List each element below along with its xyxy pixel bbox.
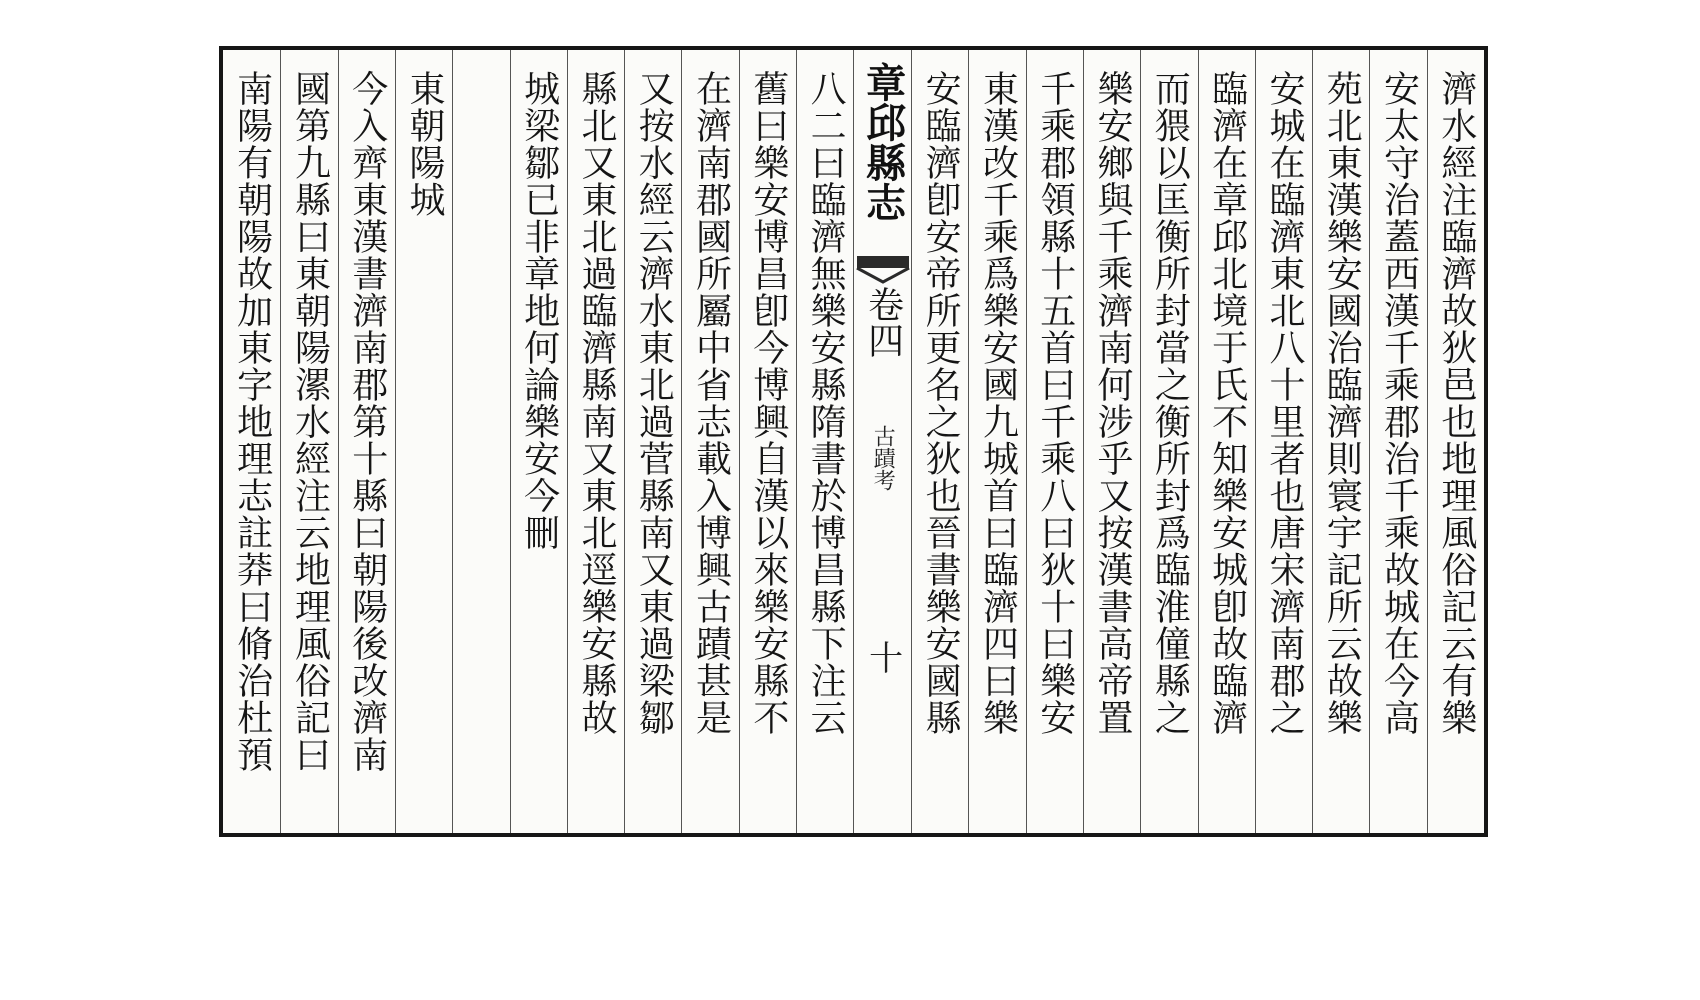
text-column-left-9 xyxy=(338,50,395,833)
text-column-left-6 xyxy=(510,50,567,833)
column-text: 臨濟在章邱北境于氏不知樂安城卽故臨濟 xyxy=(1206,70,1248,736)
column-text: 國第九縣曰東朝陽漯水經注云地理風俗記曰 xyxy=(289,70,331,773)
column-text: 城梁鄒已非章地何論樂安今刪 xyxy=(518,70,560,551)
text-column-left-10 xyxy=(280,50,337,833)
text-column-right-2 xyxy=(1369,50,1426,833)
text-frame xyxy=(219,46,1488,837)
column-text: 在濟南郡國所屬中省志載入博興古蹟甚是 xyxy=(690,70,732,736)
fishtail-mark-icon xyxy=(855,254,911,284)
text-column-left-11 xyxy=(223,50,280,833)
column-text: 又按水經云濟水東北過菅縣南又東過梁鄒 xyxy=(633,70,675,736)
column-text: 而猥以匡衡所封當之衡所封爲臨淮僮縣之 xyxy=(1149,70,1191,736)
book-title: 章邱縣志 xyxy=(859,62,907,222)
text-column-left-5 xyxy=(567,50,624,833)
text-column-right-10 xyxy=(911,50,968,833)
column-text: 苑北東漢樂安國治臨濟則寰宇記所云故樂 xyxy=(1321,70,1363,736)
column-text: 東漢改千乘爲樂安國九城首曰臨濟四曰樂 xyxy=(977,70,1019,736)
column-text: 今入齊東漢書濟南郡第十縣曰朝陽後改濟南 xyxy=(346,70,388,773)
text-column-left-1 xyxy=(796,50,853,833)
column-text: 安太守治蓋西漢千乘郡治千乘故城在今高 xyxy=(1378,70,1420,736)
column-text: 安臨濟卽安帝所更名之狄也晉書樂安國縣 xyxy=(920,70,962,736)
text-column-left-3 xyxy=(681,50,738,833)
banxin-center-column xyxy=(853,50,911,833)
column-text: 舊曰樂安博昌卽今博興自漢以來樂安縣不 xyxy=(747,70,789,736)
text-column-right-4 xyxy=(1255,50,1312,833)
text-column-left-8 xyxy=(395,50,452,833)
text-column-left-4 xyxy=(624,50,681,833)
leaf-number: 十 xyxy=(862,640,903,674)
volume-number: 卷四 xyxy=(862,286,904,358)
text-column-right-5 xyxy=(1198,50,1255,833)
column-text: 千乘郡領縣十五首曰千乘八曰狄十曰樂安 xyxy=(1034,70,1076,736)
column-text: 濟水經注臨濟故狄邑也地理風俗記云有樂 xyxy=(1435,70,1477,736)
column-text: 縣北又東北過臨濟縣南又東北逕樂安縣故 xyxy=(575,70,617,736)
column-text: 東朝陽城 xyxy=(404,70,446,218)
text-column-right-3 xyxy=(1312,50,1369,833)
column-text: 八二曰臨濟無樂安縣隋書於博昌縣下注云 xyxy=(805,70,847,736)
text-column-right-8 xyxy=(1026,50,1083,833)
text-column-right-6 xyxy=(1140,50,1197,833)
column-text: 南陽有朝陽故加東字地理志註莽曰脩治杜預 xyxy=(231,70,273,773)
text-column-left-7 xyxy=(452,50,509,833)
column-text: 樂安鄉與千乘濟南何涉乎又按漢書高帝置 xyxy=(1092,70,1134,736)
column-text: 安城在臨濟東北八十里者也唐宋濟南郡之 xyxy=(1263,70,1305,736)
section-name: 古蹟考 xyxy=(870,425,896,491)
text-column-right-1 xyxy=(1427,50,1484,833)
text-column-right-9 xyxy=(968,50,1025,833)
text-column-left-2 xyxy=(739,50,796,833)
text-column-right-7 xyxy=(1083,50,1140,833)
